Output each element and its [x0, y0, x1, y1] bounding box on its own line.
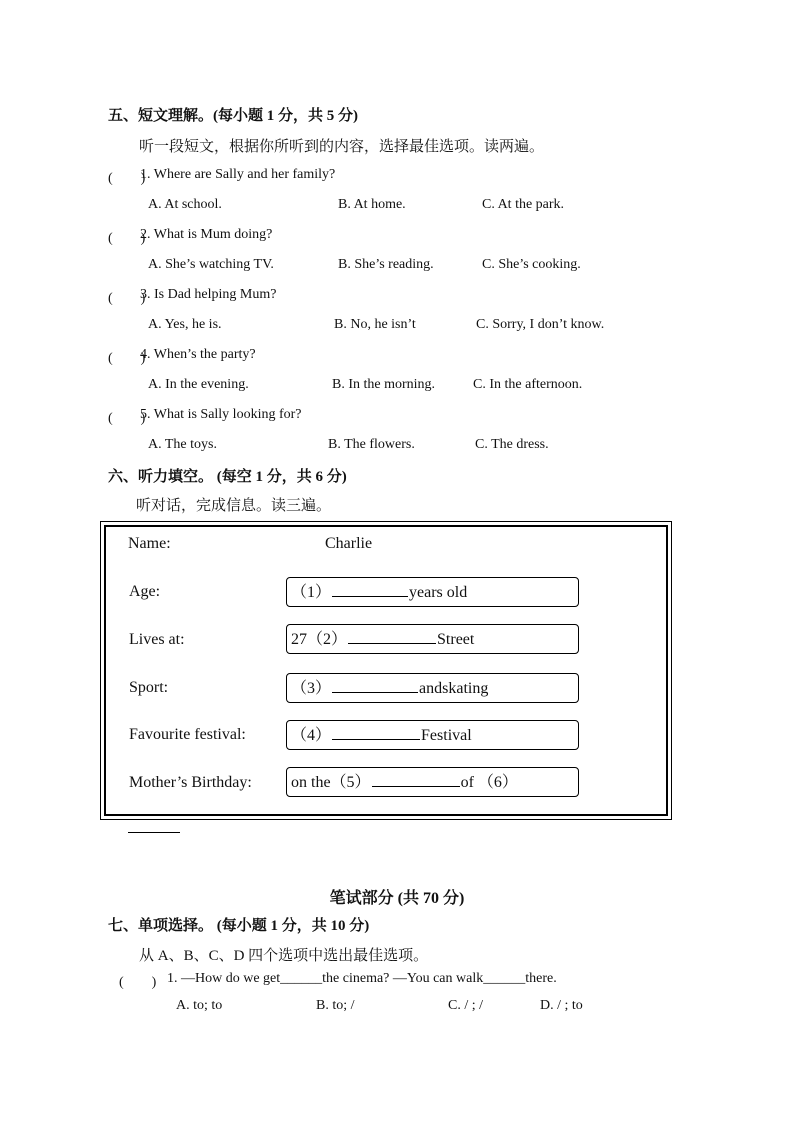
field-suffix: andskating [419, 680, 489, 697]
option-a: A. to; to [176, 998, 223, 1013]
section7-instruction: 从 A、B、C、D 四个选项中选出最佳选项。 [139, 948, 429, 964]
option-b: B. At home. [338, 197, 406, 212]
blank-number: 27（2） [291, 631, 348, 648]
option-c: C. The dress. [475, 437, 549, 452]
option-c: C. At the park. [482, 197, 565, 212]
answer-blank[interactable] [332, 578, 408, 597]
section6-instruction: 听对话，完成信息。读三遍。 [136, 498, 332, 514]
answer-blank-6[interactable] [128, 832, 180, 833]
field-suffix: Street [437, 631, 475, 648]
birthday-label: Mother’s Birthday: [129, 774, 252, 791]
blank-number: （3） [291, 680, 332, 697]
name-label: Name: [128, 535, 171, 552]
section7-title: 七、单项选择。 (每小题 1 分，共 10 分) [108, 918, 370, 934]
name-value: Charlie [325, 535, 373, 552]
answer-blank[interactable] [332, 674, 418, 693]
blank-number: on the（5） [291, 774, 371, 791]
field-suffix: years old [409, 584, 468, 601]
age-label: Age: [129, 583, 161, 600]
option-b: B. In the morning. [332, 377, 436, 392]
section5-instruction: 听一段短文，根据你所听到的内容，选择最佳选项。读两遍。 [139, 139, 545, 155]
blank-number: （4） [291, 727, 332, 744]
option-a: A. She’s watching TV. [148, 257, 274, 272]
option-c: C. Sorry, I don’t know. [476, 317, 605, 332]
answer-blank[interactable] [332, 721, 420, 740]
section5-title: 五、短文理解。(每小题 1 分，共 5 分) [108, 108, 358, 124]
answer-paren[interactable]: ( ) [108, 351, 146, 366]
lives-label: Lives at: [129, 631, 185, 648]
answer-blank[interactable] [372, 768, 460, 787]
option-a: A. At school. [148, 197, 222, 212]
question-text: 1. Where are Sally and her family? [140, 167, 336, 182]
option-b: B. No, he isn’t [334, 317, 416, 332]
answer-paren[interactable]: ( ) [108, 171, 146, 186]
section6-title: 六、听力填空。 (每空 1 分，共 6 分) [108, 469, 347, 485]
sport-label: Sport: [129, 679, 169, 696]
option-c: C. In the afternoon. [473, 377, 583, 392]
sport-field[interactable] [286, 673, 579, 703]
question-text: 2. What is Mum doing? [140, 227, 273, 242]
festival-field[interactable] [286, 720, 579, 750]
festival-label: Favourite festival: [129, 726, 246, 743]
field-suffix: of （6） [460, 774, 518, 791]
question-text: 1. —How do we get______the cinema? —You can walk______there. [167, 971, 557, 986]
answer-paren[interactable]: ( ) [108, 411, 146, 426]
option-b: B. She’s reading. [338, 257, 434, 272]
blank-number: （1） [291, 584, 332, 601]
answer-paren[interactable]: ( ) [108, 291, 146, 306]
option-b: B. to; / [316, 998, 355, 1013]
written-part-title: 笔试部分 (共 70 分) [329, 890, 465, 907]
age-field[interactable] [286, 577, 579, 607]
lives-field[interactable] [286, 624, 579, 654]
option-d: D. / ; to [540, 998, 583, 1013]
answer-paren[interactable]: ( ) [108, 231, 146, 246]
option-a: A. The toys. [148, 437, 217, 452]
option-c: C. She’s cooking. [482, 257, 581, 272]
answer-paren[interactable]: ( ) [119, 975, 157, 990]
question-text: 4. When’s the party? [140, 347, 256, 362]
question-text: 3. Is Dad helping Mum? [140, 287, 277, 302]
question-text: 5. What is Sally looking for? [140, 407, 302, 422]
option-a: A. In the evening. [148, 377, 249, 392]
field-suffix: Festival [421, 727, 472, 744]
option-c: C. / ; / [448, 998, 484, 1013]
birthday-field[interactable] [286, 767, 579, 797]
option-b: B. The flowers. [328, 437, 415, 452]
answer-blank[interactable] [348, 625, 436, 644]
option-a: A. Yes, he is. [148, 317, 222, 332]
